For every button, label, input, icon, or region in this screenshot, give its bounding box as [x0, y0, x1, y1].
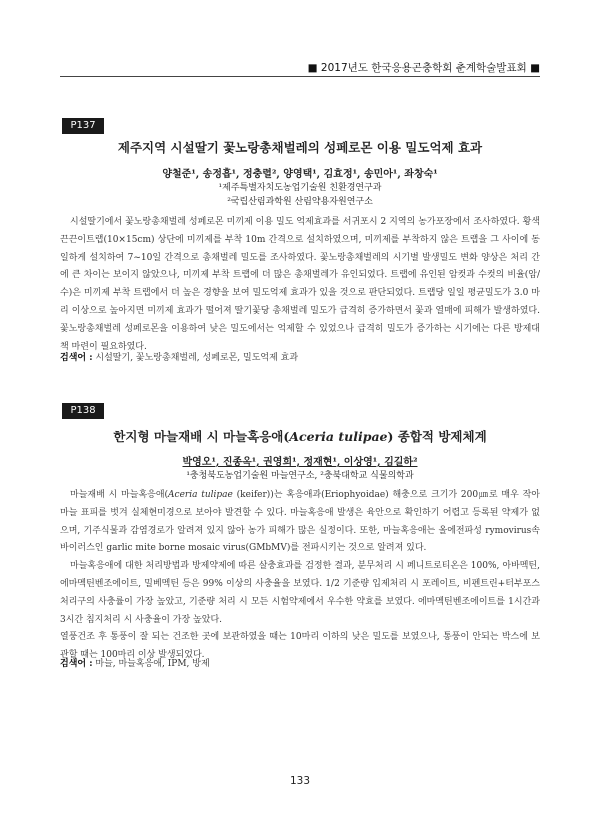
- keywords-p137: [60, 350, 540, 363]
- abstract-title-p137: 제주지역 시설딸기 꽃노랑총채벌레의 성페로몬 이용 밀도억제 효과: [117, 140, 483, 155]
- paragraph: 시설딸기에서 꽃노랑총채벌레 성페로몬 미끼제 이용 밀도 억제효과를 서귀포시 2 지역의 농가포장에서 조사하였다. 황색끈끈이트랩(10×15cm) 상단에 미끼제를 부착 10m 간격으로 설치하였으며, 미끼제를 부착하지 않은 트랩을 그 사이에 동일하게 설치하여 7~10일 간격으로 총채벌레 밀도를 조사하였다. 꽃노랑총채벌레의 시기별 발생밀도 변화 양상은 처리 간에 큰 차이는 보이지 않았으나, 미끼제 부착 트랩에 더 많은 총채벌레가 유인되었다. 트랩에 유인된 암컷과 수컷의 비율(암/수)은 미끼제 부착 트랩에서 더 높은 경향을 보여 밀도억제 효과가 있을 것으로 판단되었다. 트랩당 일일 평균밀도가 3.0 마리 이상으로 높아지면 미끼제 효과가 떨어져 딸기꽃당 총채벌레 밀도가 급격히 증가하면서 꽃과 열매에 피해가 발생하였다. 꽃노랑총채벌레 성페로몬을 이용하여 낮은 밀도에서는 억제할 수 있었으나 급격히 밀도가 증가하는 시기에는 다른 방제대책 마련이 필요하였다.: [60, 217, 540, 352]
- p1-text-end: (keifer))는 혹응애과(Eriophyoidae) 해충으로 크기가 200㎛로 매우 작아 마늘 표피를 벗겨 실체현미경으로 보아야 발견할 수 있다. 마늘혹응애 발생은 육안으로 확인하기 어렵고 등록된 약제가 없으며, 기주식물과 감염경로가 알려져 있지 않아 농가 피해가 많은 실정이다. 또한, 마늘혹응애는 올에전파성 rymovirus속 바이러스인 garlic mite borne mosaic virus(GMbMV)를 전파시키는 것으로 알려져 있다.: [60, 490, 540, 554]
- affiliation-p138: ¹충청북도농업기술원 마늘연구소, ²충북대학교 식물의학과: [186, 471, 414, 481]
- abstract-body-p137: [60, 214, 540, 356]
- header-rule: [60, 76, 540, 77]
- abstract-title-p138: [60, 427, 540, 445]
- keywords-label: 검색어 :: [60, 353, 93, 363]
- paragraph-3: 열풍건조 후 통풍이 잘 되는 건조한 곳에 보관하였을 때는 10마리 이하의 낮은 밀도를 보였으나, 통풍이 안되는 박스에 보관할 때는 100마리 이상 발생되었다.: [60, 632, 540, 661]
- paragraph-1: [60, 487, 540, 558]
- proceedings-header: ■ 2017년도 한국응용곤충학회 춘계학술발표회 ■: [307, 62, 540, 74]
- authors-p137: 양철준¹, 송정흡¹, 정충렬², 양영택¹, 김효정¹, 송민아¹, 좌창숙¹: [162, 169, 438, 180]
- authors-p138: [60, 453, 540, 468]
- affiliation-1-p137: ¹제주특별자치도농업기술원 친환경연구과: [218, 183, 382, 193]
- p1-text: 마늘재배 시 마늘혹응애(: [70, 490, 169, 500]
- affiliation-2-p137: ²국립산림과학원 산림약용자원연구소: [227, 197, 373, 207]
- keywords-label: 검색어 :: [60, 659, 93, 669]
- title-text: 한지형 마늘재배 시 마늘혹응애(: [113, 429, 290, 444]
- keywords-text: 마늘, 마늘혹응애, IPM, 방제: [95, 659, 210, 669]
- paragraph-2: 마늘혹응애에 대한 처리방법과 방제약제에 따른 살충효과를 검정한 결과, 분무처리 시 페니트로티온은 100%, 아바멕틴, 에마멕틴벤조에이트, 밀베멕틴 등은 99% 이상의 사충율을 보였다. 1/2 기준량 입제처리 시 포레이트, 비펜트린+터부포스 처리구의 사충률이 가장 높았고, 기준량 처리 시 모든 시험약제에서 우수한 약효를 보였다. 에마멕틴벤조에이트를 1시간과 3시간 침지처리 시 사충율이 가장 높았다.: [60, 561, 540, 625]
- abstract-body-p138: [60, 487, 540, 665]
- page-number: 133: [289, 775, 311, 787]
- title-text-end: ) 종합적 방제체계: [387, 429, 487, 444]
- abstract-tag-p138: P138: [62, 403, 104, 419]
- title-species: Aceria tulipae: [289, 429, 388, 444]
- p1-species: Aceria tulipae: [168, 490, 233, 500]
- keywords-text: 시설딸기, 꽃노랑총채벌레, 성페로몬, 밀도억제 효과: [95, 353, 299, 363]
- authors-text: 박영오¹, 진종옥¹, 권영희¹, 정재현¹, 이상영¹, 김길하²: [182, 457, 418, 468]
- abstract-tag-p137: P137: [62, 118, 104, 134]
- keywords-p138: [60, 656, 540, 669]
